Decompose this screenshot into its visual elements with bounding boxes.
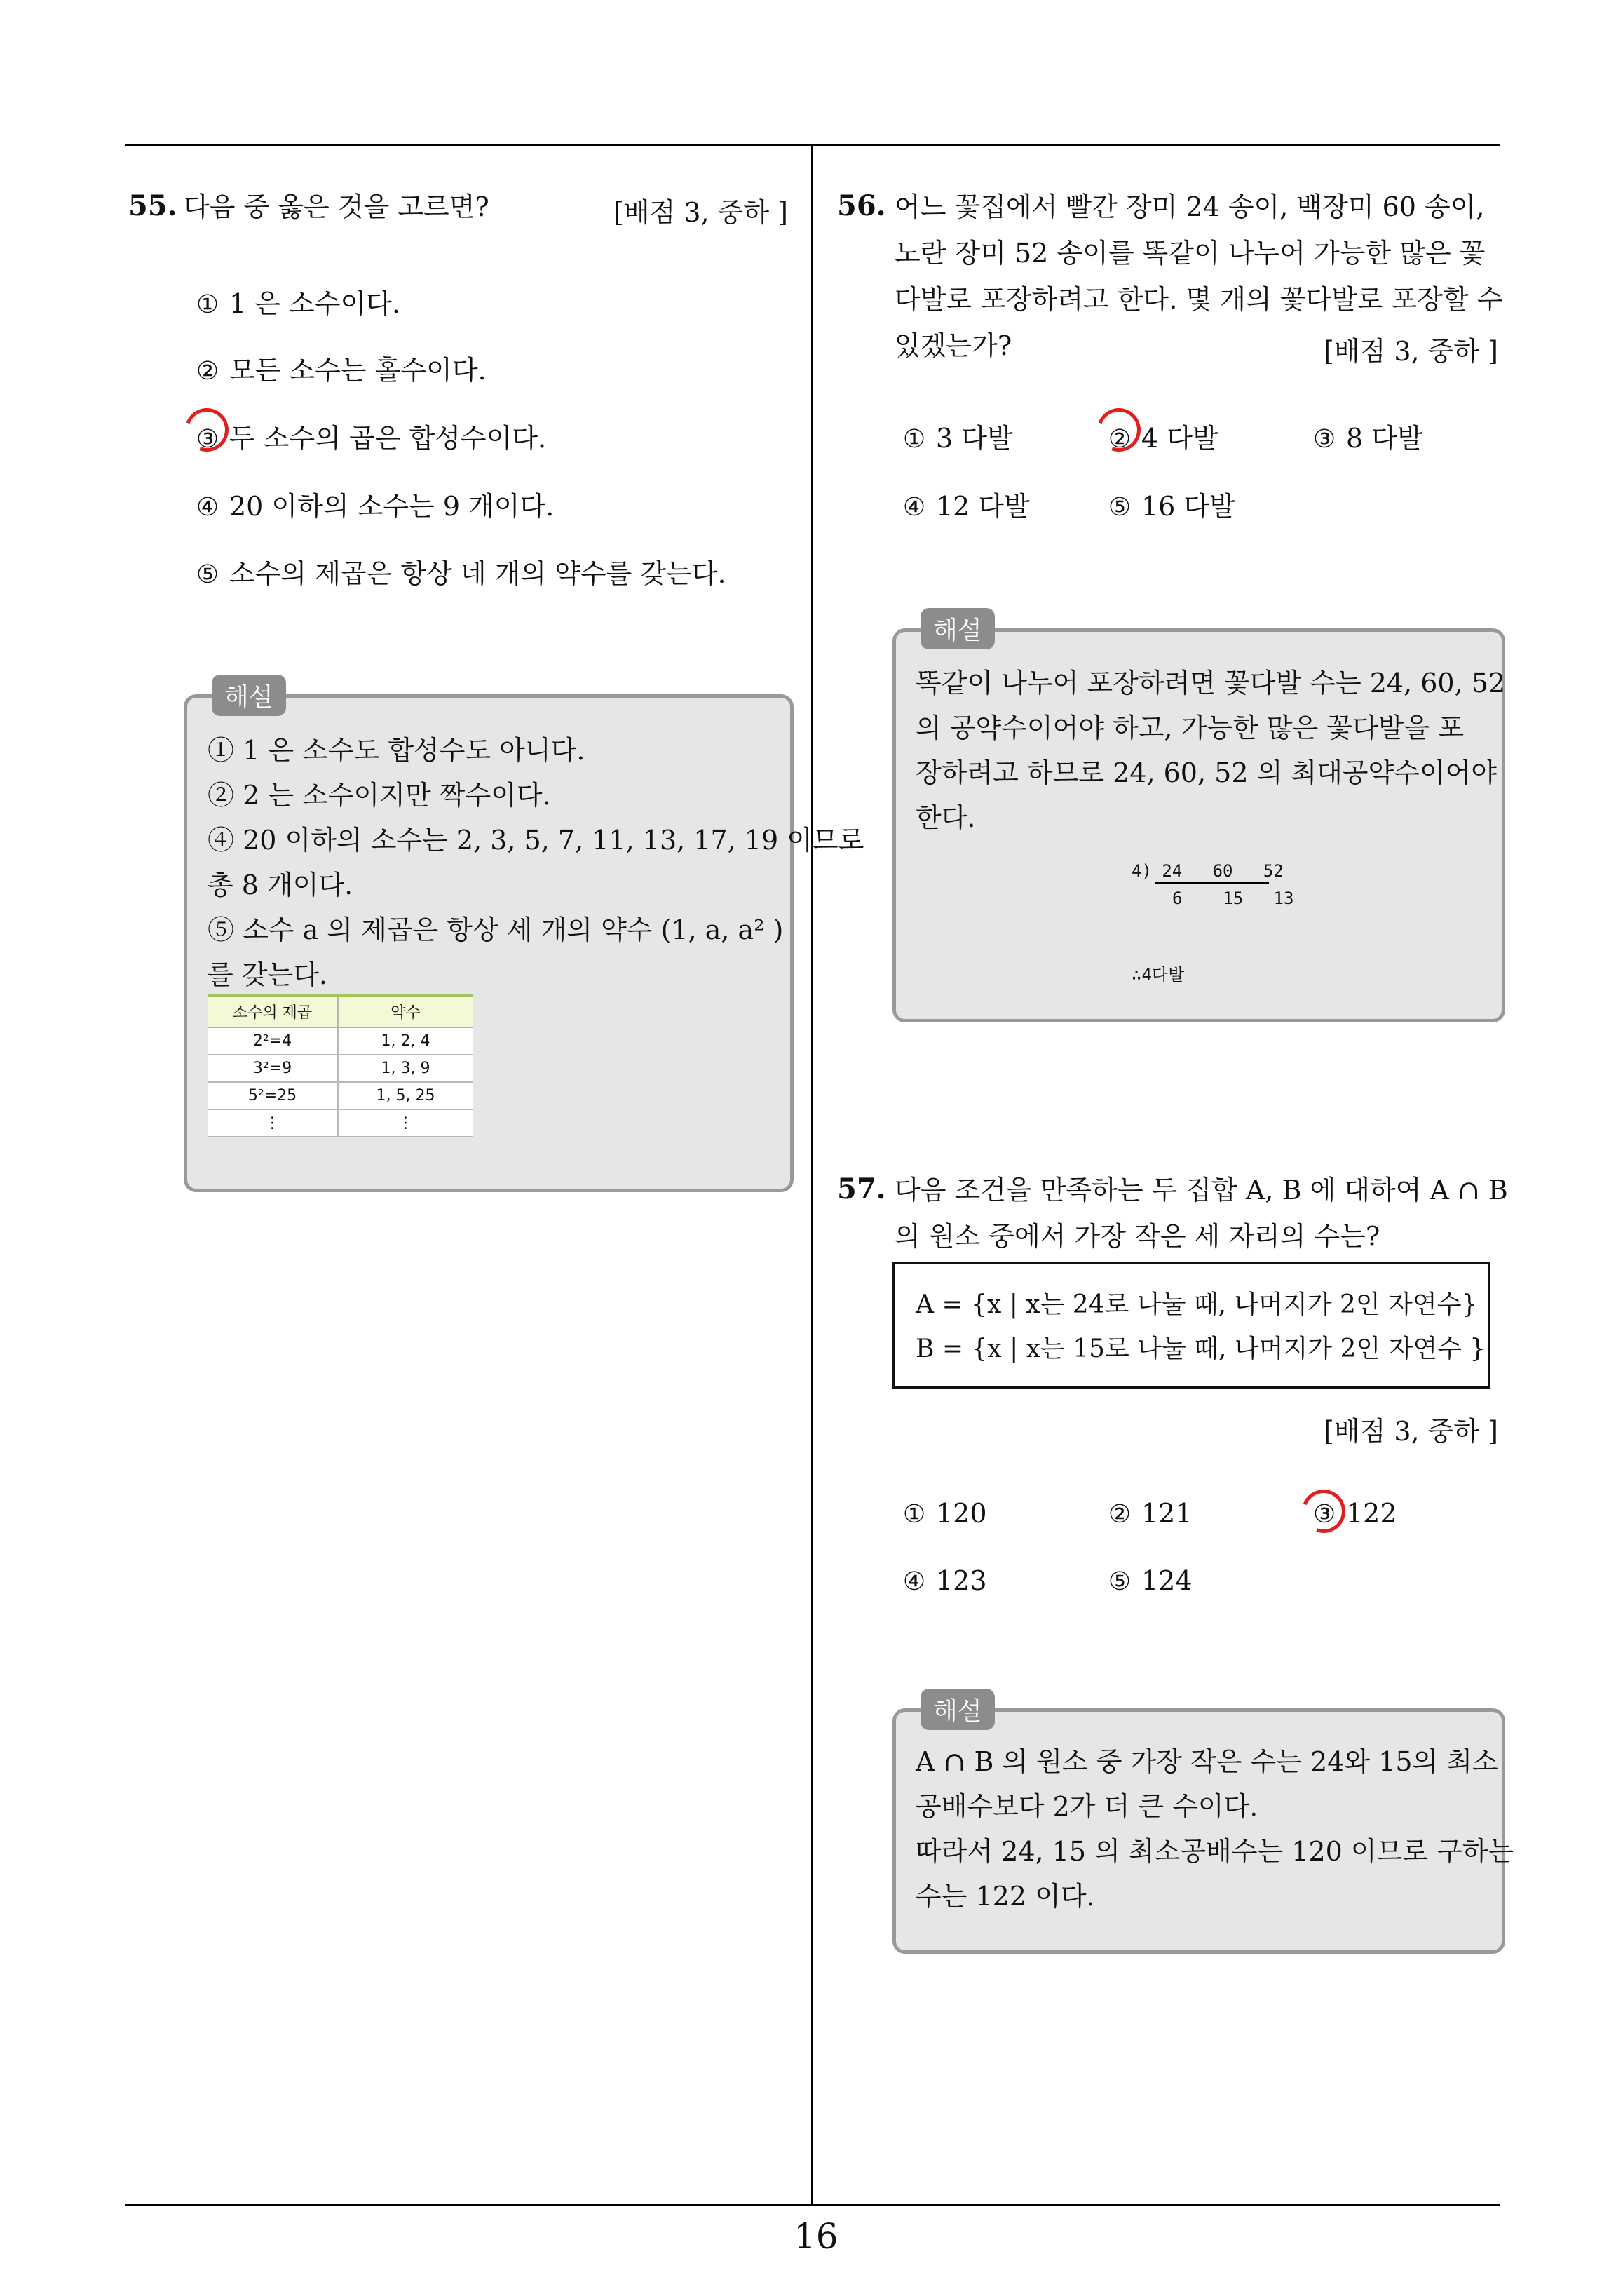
q56-question-line: 있겠는가? (895, 330, 1012, 361)
q57-explanation-line: 수는 122 이다. (916, 1881, 1095, 1912)
q56-option-4[interactable] (899, 485, 1030, 523)
q55-score-meta: [배점 3, 중하 ] (613, 197, 788, 228)
option-text: 두 소수의 곱은 합성수이다. (229, 423, 547, 454)
set-definition-box (892, 1262, 1490, 1389)
option-text: 123 (936, 1565, 987, 1596)
table-cell: 2²=4 (208, 1027, 338, 1055)
division-underline (1155, 882, 1269, 884)
option-mark: ④ (902, 1567, 926, 1596)
selected-answer-circle (1295, 1483, 1352, 1540)
option-mark: ③ (196, 425, 219, 454)
set-a-definition: A = {x | x는 24로 나눌 때, 나머지가 2인 자연수} (916, 1290, 1478, 1319)
option-text: 4 다발 (1141, 423, 1218, 454)
table-row (208, 1109, 473, 1137)
option-text: 121 (1141, 1498, 1193, 1529)
table-row (208, 1027, 473, 1055)
q57-explanation-tag: 해설 (921, 1689, 995, 1730)
option-mark: ⑤ (1108, 1567, 1132, 1596)
q57-explanation-line: 따라서 24, 15 의 최소공배수는 120 이므로 구하는 (916, 1836, 1514, 1867)
option-mark: ⑤ (1108, 493, 1132, 522)
q57-option-1[interactable] (899, 1498, 987, 1529)
q55-explanation-line: ⑤ 소수 a 의 제곱은 항상 세 개의 약수 (1, a, a² ) (208, 914, 784, 945)
division-conclusion: ∴4다발 (1132, 965, 1185, 985)
q57-question-line: 다음 조건을 만족하는 두 집합 A, B 에 대하여 A ∩ B (895, 1175, 1508, 1206)
q55-option-5[interactable] (193, 552, 726, 590)
option-mark: ② (1108, 425, 1132, 454)
page-number: 16 (794, 2216, 838, 2257)
option-text: 3 다발 (936, 423, 1013, 454)
option-mark: ① (196, 290, 219, 319)
q57-option-2[interactable] (1105, 1498, 1193, 1529)
q55-question: 다음 중 옳은 것을 고르면? (184, 191, 489, 222)
option-text: 소수의 제곱은 항상 네 개의 약수를 갖는다. (229, 558, 726, 589)
q56-explanation-line: 장하려고 하므로 24, 60, 52 의 최대공약수이어야 (916, 757, 1498, 788)
q55-explanation-line: 를 갖는다. (208, 959, 327, 990)
q56-question-line: 어느 꽃집에서 빨간 장미 24 송이, 백장미 60 송이, (895, 191, 1485, 222)
division-bottom: 6 15 13 (1172, 889, 1294, 908)
option-mark: ④ (196, 493, 219, 522)
set-b-definition: B = {x | x는 15로 나눌 때, 나머지가 2인 자연수 } (916, 1335, 1486, 1363)
q55-number: 55. (128, 189, 177, 222)
option-mark: ③ (1312, 425, 1336, 454)
table-header: 소수의 제곱 (208, 996, 338, 1028)
table-cell: ⋮ (338, 1109, 473, 1137)
q57-option-5[interactable] (1105, 1565, 1193, 1597)
option-text: 16 다발 (1141, 491, 1235, 522)
option-text: 124 (1141, 1565, 1193, 1596)
table-cell: ⋮ (208, 1109, 338, 1137)
division-top: 4) 24 60 52 (1132, 861, 1284, 881)
option-mark: ① (902, 1500, 926, 1529)
option-mark: ① (902, 425, 926, 454)
option-mark: ④ (902, 493, 926, 522)
q55-explanation-tag: 해설 (212, 675, 286, 716)
table-cell: 1, 5, 25 (338, 1082, 473, 1109)
q56-score-meta: [배점 3, 중하 ] (1324, 336, 1498, 367)
q56-question-line: 다발로 포장하려고 한다. 몇 개의 꽃다발로 포장할 수 (895, 284, 1503, 315)
option-text: 8 다발 (1346, 423, 1423, 454)
q55-explanation-line: 총 8 개이다. (208, 870, 353, 900)
bottom-rule (125, 2204, 1500, 2206)
q57-option-4[interactable] (899, 1565, 987, 1597)
q55-explanation-line: ④ 20 이하의 소수는 2, 3, 5, 7, 11, 13, 17, 19 이므로 (208, 825, 864, 856)
column-divider (811, 144, 813, 2206)
q55-option-4[interactable] (193, 485, 554, 523)
q56-option-3[interactable] (1310, 417, 1423, 455)
q55-option-3[interactable] (193, 417, 546, 455)
q56-explanation-line: 한다. (916, 802, 976, 833)
prime-square-table (208, 994, 473, 1137)
option-text: 120 (936, 1498, 987, 1529)
q56-number: 56. (837, 189, 886, 222)
q55-explanation-line: ① 1 은 소수도 합성수도 아니다. (208, 735, 585, 766)
option-text: 20 이하의 소수는 9 개이다. (229, 491, 555, 522)
q56-explanation-line: 의 공약수이어야 하고, 가능한 많은 꽃다발을 포 (916, 713, 1465, 743)
q56-explanation-tag: 해설 (921, 608, 995, 649)
q57-score-meta: [배점 3, 중하 ] (1324, 1416, 1498, 1447)
table-row (208, 1082, 473, 1109)
q56-option-1[interactable] (899, 417, 1013, 455)
q56-option-5[interactable] (1105, 485, 1235, 523)
q55-option-2[interactable] (193, 349, 487, 387)
q56-explanation-line: 똑같이 나누어 포장하려면 꽃다발 수는 24, 60, 52 (916, 668, 1506, 698)
q57-question-line: 의 원소 중에서 가장 작은 세 자리의 수는? (895, 1221, 1380, 1252)
option-mark: ⑤ (196, 560, 219, 589)
option-text: 12 다발 (936, 491, 1030, 522)
table-cell: 1, 2, 4 (338, 1027, 473, 1055)
table-cell: 5²=25 (208, 1082, 338, 1109)
table-row (208, 1055, 473, 1082)
table-header: 약수 (338, 996, 473, 1028)
table-cell: 1, 3, 9 (338, 1055, 473, 1082)
option-mark: ③ (1312, 1500, 1336, 1529)
option-text: 모든 소수는 홀수이다. (229, 355, 487, 386)
option-mark: ② (1108, 1500, 1132, 1529)
q55-option-1[interactable] (193, 282, 400, 320)
q57-explanation-line: A ∩ B 의 원소 중 가장 작은 수는 24와 15의 최소 (916, 1746, 1498, 1777)
q57-explanation-line: 공배수보다 2가 더 큰 수이다. (916, 1791, 1258, 1822)
q57-number: 57. (837, 1173, 886, 1206)
option-mark: ② (196, 357, 219, 386)
option-text: 1 은 소수이다. (229, 288, 400, 319)
q56-question-line: 노란 장미 52 송이를 똑같이 나누어 가능한 많은 꽃 (895, 238, 1486, 269)
table-cell: 3²=9 (208, 1055, 338, 1082)
q55-explanation-line: ② 2 는 소수이지만 짝수이다. (208, 780, 551, 811)
option-text: 122 (1346, 1498, 1397, 1529)
